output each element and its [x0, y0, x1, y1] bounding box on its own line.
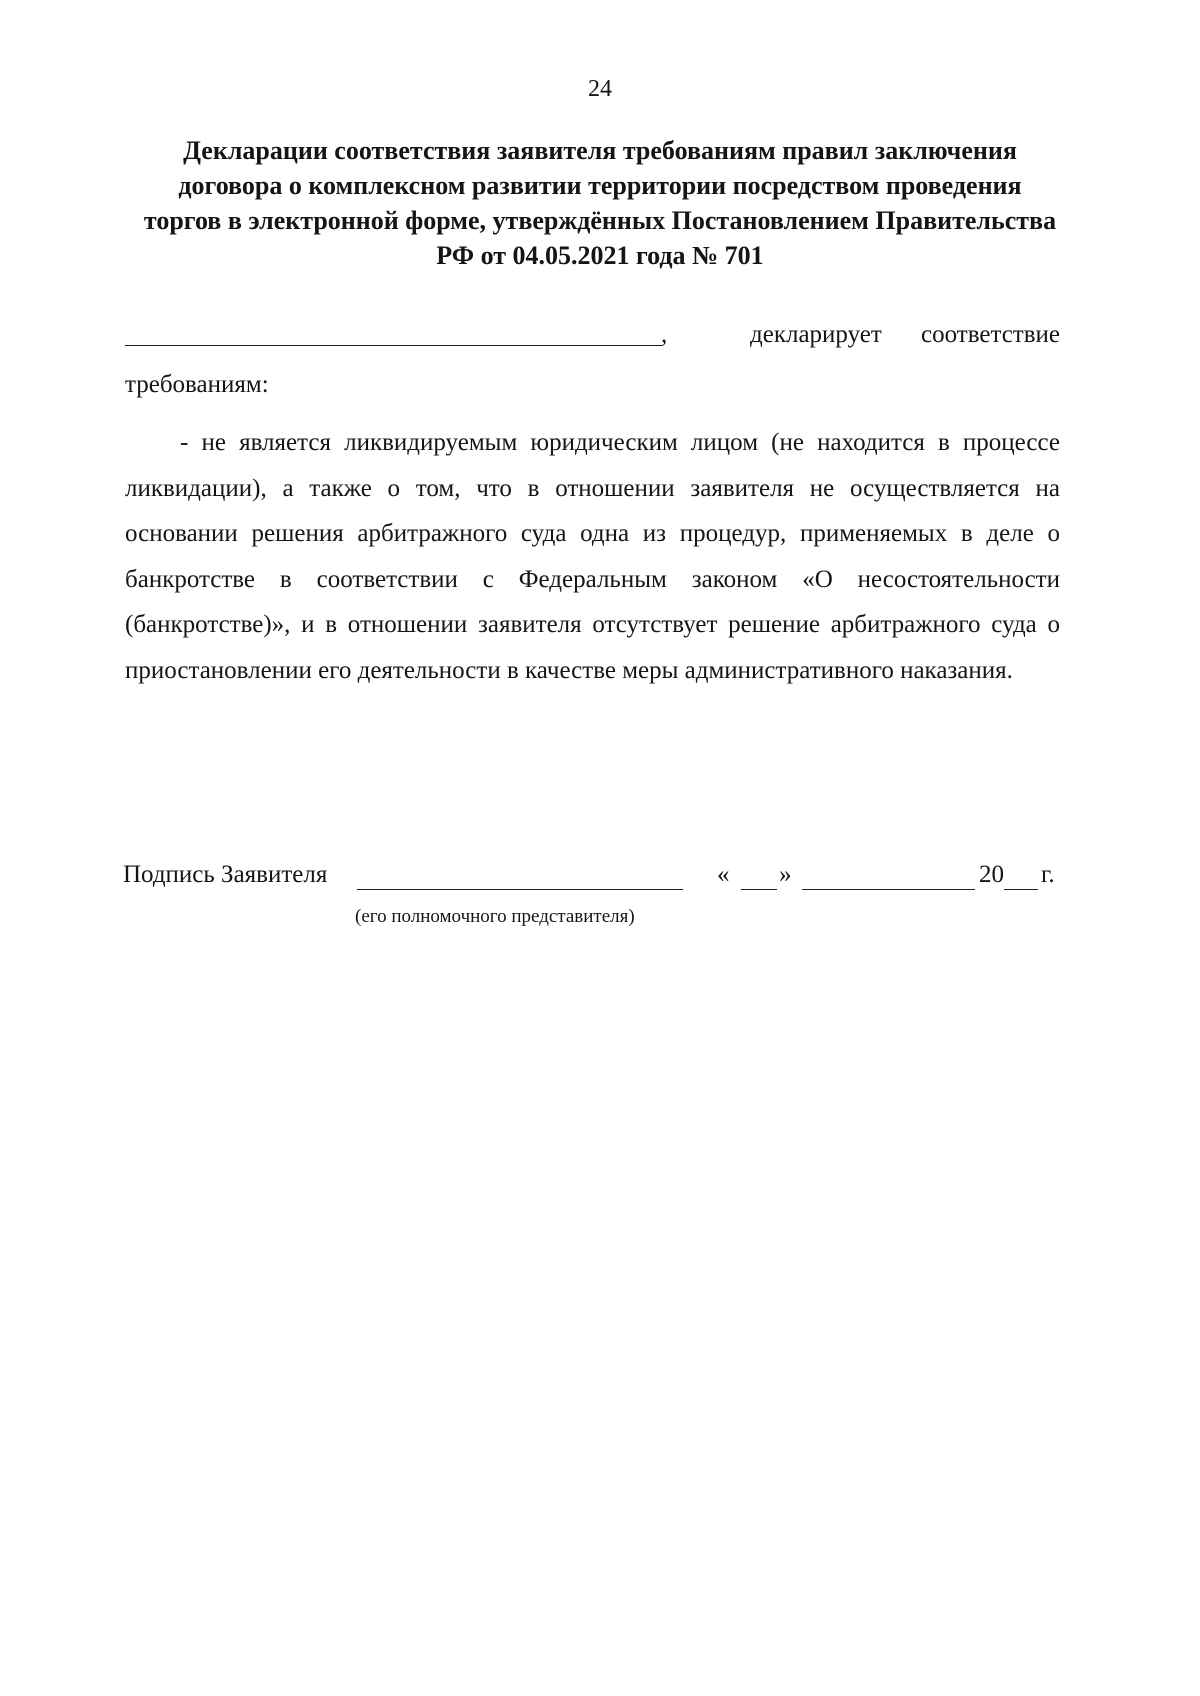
date-quote-close: » [779, 861, 792, 888]
page-number: 24 [588, 76, 612, 102]
signature-row [123, 860, 1063, 900]
declaration-line [125, 320, 1060, 356]
date-day-blank[interactable] [741, 889, 777, 890]
applicant-name-blank[interactable] [125, 345, 662, 346]
declaration-comma: , [661, 321, 668, 348]
title-line-4: РФ от 04.05.2021 года № 701 [436, 241, 764, 270]
title-line-3: торгов в электронной форме, утверждённых Постановлением Правительства [143, 206, 1057, 235]
title-line-2: договора о комплексном развитии территории посредством проведения [178, 171, 1022, 200]
requirements-word: требованиям: [125, 371, 269, 398]
signature-blank[interactable] [357, 889, 683, 890]
date-month-blank[interactable] [802, 889, 975, 890]
signature-caption: (его полномочного представителя) [355, 906, 635, 927]
date-year-suffix: г. [1041, 861, 1055, 888]
document-title [130, 133, 1070, 273]
compliance-word: соответствие [921, 321, 1060, 348]
date-quote-open: « [717, 861, 730, 888]
declaration-body-paragraph: - не является ликвидируемым юридическим лицом (не находится в процессе ликвидации), а также о том, что в отношении заявителя не осуществляется на основании решения арбитражного суда одна из процедур, применяемых в деле о банкротстве в соответствии с Федеральным законом «О несостоятельности (банкротстве)», и в отношении заявителя отсутствует решение арбитражного суда о приостановлении его деятельности в качестве меры административного наказания. [125, 429, 1060, 684]
date-year-prefix: 20 [979, 861, 1004, 888]
signature-label: Подпись Заявителя [123, 861, 328, 888]
date-year-blank[interactable] [1004, 889, 1038, 890]
title-line-1: Декларации соответствия заявителя требованиям правил заключения [183, 136, 1017, 165]
declares-word: декларирует [750, 321, 882, 348]
